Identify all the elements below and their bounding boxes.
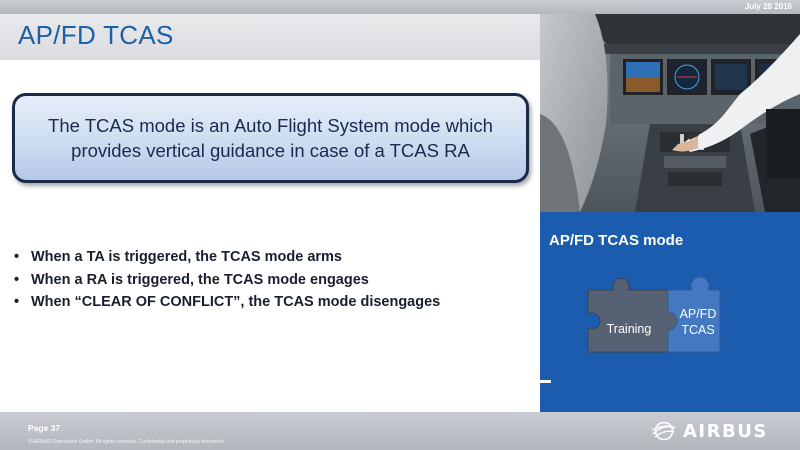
- cockpit-photo: [540, 14, 800, 212]
- topic-panel: [540, 212, 800, 412]
- puzzle-label-apfd: AP/FD: [679, 307, 717, 321]
- bullet-item: • When a TA is triggered, the TCAS mode arms: [14, 246, 440, 269]
- panel-title: AP/FD TCAS mode: [549, 232, 684, 249]
- copyright-notice: © AIRBUS Operations GmbH. All rights reserved. Confidential and proprietary document.: [28, 439, 225, 445]
- bullet-item: • When “CLEAR OF CONFLICT”, the TCAS mode disengages: [14, 291, 440, 314]
- puzzle-piece-training: [588, 278, 677, 352]
- definition-callout: [12, 93, 529, 183]
- bullet-item: • When a RA is triggered, the TCAS mode engages: [14, 269, 440, 292]
- date-label: July 28 2016: [744, 2, 792, 11]
- top-bar: [0, 0, 800, 14]
- footer-bar: [0, 412, 800, 450]
- slide-title: AP/FD TCAS: [18, 20, 174, 50]
- callout-text: The TCAS mode is an Auto Flight System mode which provides vertical guidance in case of a TCAS RA: [48, 115, 493, 161]
- airbus-logo-text: AIRBUS: [683, 420, 768, 442]
- panel-dash: [540, 380, 551, 383]
- bullet-list: [14, 246, 440, 314]
- airbus-logo-icon: [650, 421, 678, 441]
- puzzle-icon: [568, 272, 728, 377]
- puzzle-label-tcas: TCAS: [681, 323, 715, 337]
- puzzle-label-training: Training: [606, 322, 652, 336]
- page-number: Page 37: [28, 423, 61, 433]
- airbus-logo: [650, 418, 768, 444]
